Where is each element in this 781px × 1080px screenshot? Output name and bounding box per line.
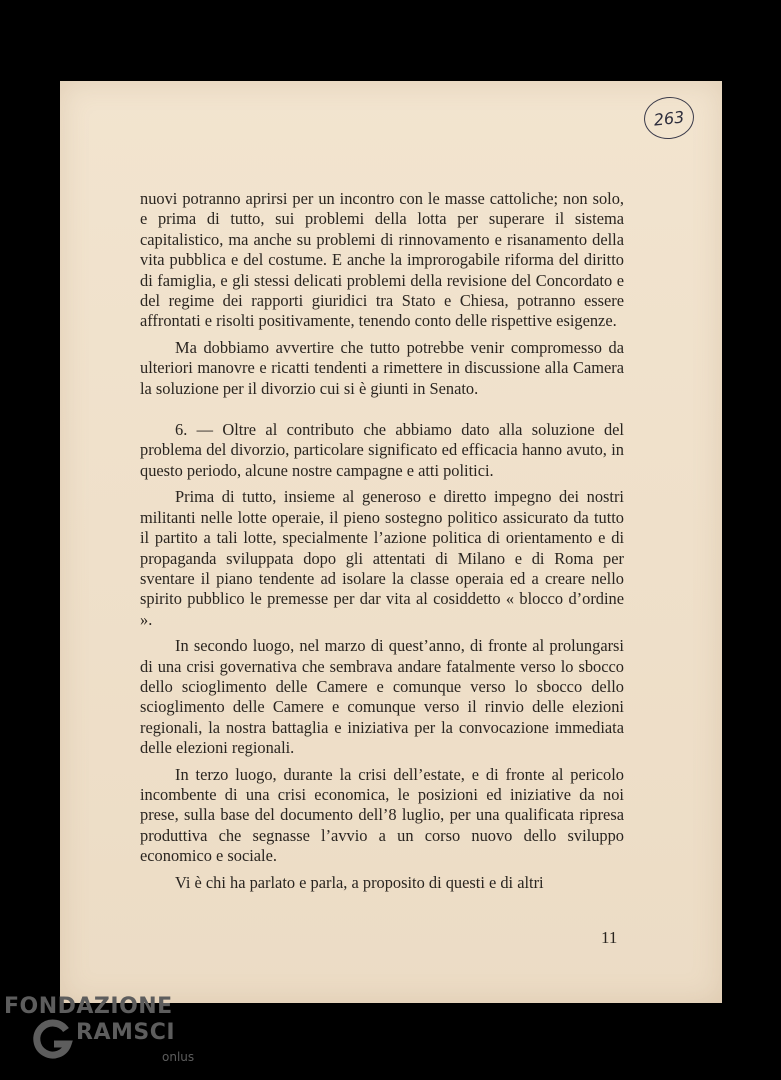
logo-text-line1: FONDAZIONE [4,994,173,1019]
paragraph: Vi è chi ha parlato e parla, a proposito di questi e di altri [175,872,544,892]
document-page [60,81,722,1003]
logo-text-line2: RAMSCI [76,1020,176,1045]
logo-suffix: onlus [162,1050,195,1064]
paragraph: In terzo luogo, durante la crisi dell’estate, e di fronte al pericolo incombente di una crisi economica, le posizioni ed iniziative da noi prese, sulla base del documento dell’8 luglio, per una qualificata ripresa produttiva che segnasse l’avvio a un corso nuovo dello sviluppo economico e sociale. [140,764,624,866]
paragraph: In secondo luogo, nel marzo di quest’anno, di fronte al prolungarsi di una crisi governativa che sembrava andare fatalmente verso lo sbocco dello scioglimento delle Camere e comunque verso lo sbocco dello scioglimento delle Camere e comunque verso il rinvio delle elezioni regionali, la nostra battaglia e iniziativa per la convocazione immediata delle elezioni regionali. [140,636,624,758]
paragraph: Ma dobbiamo avvertire che tutto potrebbe venir compromesso da ulteriori manovre e ricatti tendenti a rimettere in discussione alla Camera la soluzione per il divorzio cui si è giunti in Senato. [140,337,624,398]
page-stamp-number: 263 [642,95,696,142]
fondazione-gramsci-logo [4,994,204,1078]
paragraph: Prima di tutto, insieme al generoso e diretto impegno dei nostri militanti nelle lotte operaie, il pieno sostegno politico assicurato da tutto il partito a tali lotte, specialmente l’azione politica di orientamento e di propaganda sviluppata dopo gli attentati di Milano e di Roma per sventare il piano tendente ad isolare la classe operaia ed a creare nello spirito pubblico le premesse per dar vita al cosiddetto « blocco d’ordine ». [140,487,624,629]
body-text [140,189,624,899]
paragraph: nuovi potranno aprirsi per un incontro con le masse cattoliche; non solo, e prima di tutto, sui problemi della lotta per superare il sistema capitalistico, ma anche su problemi di rinnovamento e risanamento della vita pubblica e del costume. E anche la improrogabile riforma del diritto di famiglia, e gli stessi delicati problemi della revisione del Concordato e del regime dei rapporti giuridici tra Stato e Chiesa, potranno essere affrontati e risolti positivamente, tenendo conto delle rispettive esigenze. [140,189,624,331]
logo-g-icon [30,1018,74,1062]
paragraph-section-6: 6. — Oltre al contributo che abbiamo dato alla soluzione del problema del divorzio, particolare significato ed efficacia hanno avuto, in questo periodo, alcune nostre campagne e atti politici. [140,420,624,480]
page-number: 11 [601,928,618,947]
